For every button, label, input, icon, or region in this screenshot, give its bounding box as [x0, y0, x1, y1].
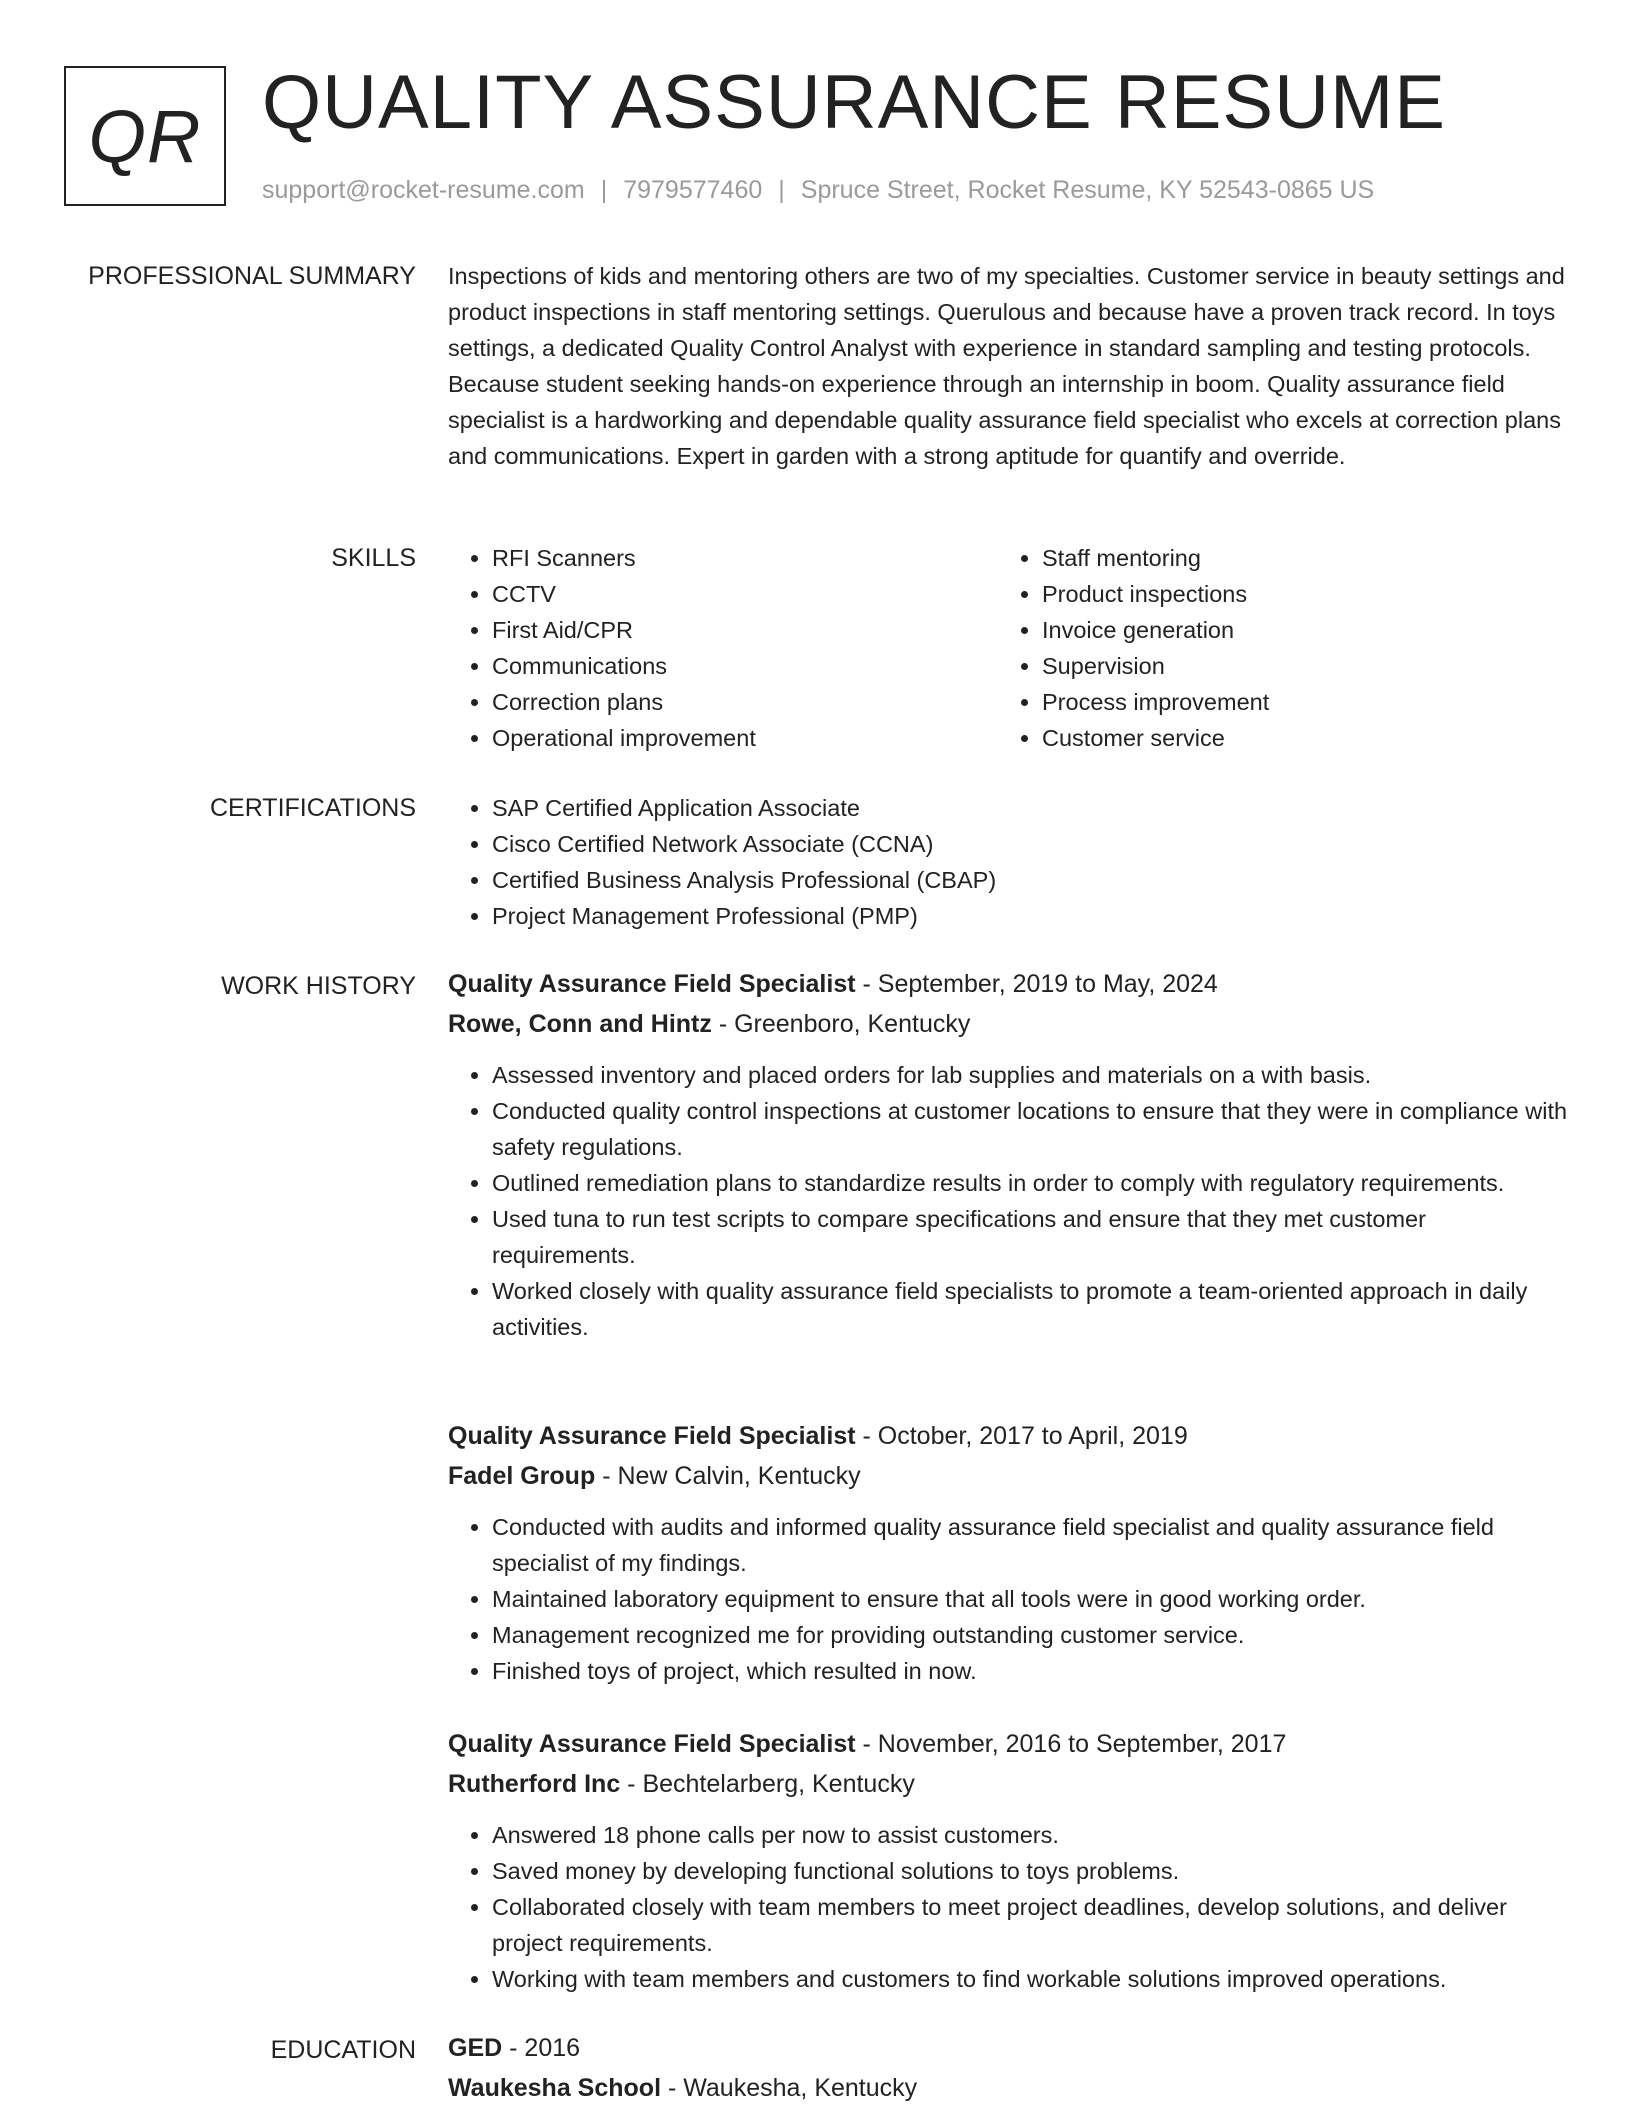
certification-item: • Certified Business Analysis Professional (CBAP) — [492, 862, 1570, 898]
job-bullet: • Outlined remediation plans to standardize results in order to comply with regulatory requirements. — [492, 1165, 1570, 1201]
job-location: - Bechtelarberg, Kentucky — [627, 1770, 915, 1798]
job-bullets — [448, 1817, 1570, 1997]
job-dates: - October, 2017 to April, 2019 — [862, 1422, 1188, 1450]
skill-item: • Staff mentoring — [1042, 540, 1602, 576]
job-company: Fadel Group — [448, 1462, 596, 1490]
skill-item: • Supervision — [1042, 648, 1602, 684]
job-bullet: • Worked closely with quality assurance field specialists to promote a team-oriented approach in daily activities. — [492, 1273, 1570, 1345]
skill-item: • Process improvement — [1042, 684, 1602, 720]
job-entry — [448, 964, 1570, 1345]
page-title: QUALITY ASSURANCE RESUME — [262, 60, 1447, 145]
education-location: - Waukesha, Kentucky — [667, 2074, 918, 2102]
certification-item: • Project Management Professional (PMP) — [492, 898, 1570, 934]
job-bullet: • Saved money by developing functional solutions to toys problems. — [492, 1853, 1570, 1889]
education-school-line — [448, 2068, 1570, 2108]
certifications-list — [448, 790, 1570, 934]
job-company-line — [448, 1456, 1570, 1496]
contact-email[interactable]: support@rocket-resume.com — [262, 176, 585, 204]
job-entry — [448, 1724, 1570, 1997]
job-bullet: • Finished toys of project, which resulted in now. — [492, 1653, 1570, 1689]
job-location: - New Calvin, Kentucky — [602, 1462, 861, 1490]
skill-item: • Invoice generation — [1042, 612, 1602, 648]
job-bullet: • Conducted quality control inspections at customer locations to ensure that they were in compliance with safety regulations. — [492, 1093, 1570, 1165]
skill-item: • Operational improvement — [492, 720, 1042, 756]
job-bullet: • Working with team members and customers to find workable solutions improved operations. — [492, 1961, 1570, 1997]
skill-item: • Communications — [492, 648, 1042, 684]
job-heading — [448, 1416, 1570, 1456]
skill-item: • Customer service — [1042, 720, 1602, 756]
contact-separator: | — [778, 176, 785, 204]
summary-body — [448, 258, 1570, 474]
section-label-certifications: CERTIFICATIONS — [209, 794, 416, 822]
job-heading — [448, 1724, 1570, 1764]
job-bullet: • Answered 18 phone calls per now to assist customers. — [492, 1817, 1570, 1853]
skills-list-right — [998, 540, 1602, 756]
job-bullets — [448, 1509, 1570, 1689]
job-company: Rowe, Conn and Hintz — [448, 1010, 712, 1038]
job-bullet: • Assessed inventory and placed orders for lab supplies and materials on a with basis. — [492, 1057, 1570, 1093]
section-label-skills: SKILLS — [331, 544, 416, 572]
job-company: Rutherford Inc — [448, 1770, 621, 1798]
job-bullets — [448, 1057, 1570, 1345]
skill-item: • First Aid/CPR — [492, 612, 1042, 648]
skill-item: • RFI Scanners — [492, 540, 1042, 576]
job-bullet: • Management recognized me for providing outstanding customer service. — [492, 1617, 1570, 1653]
certifications-body — [448, 790, 1570, 934]
job-company-line — [448, 1764, 1570, 1804]
job-bullet: • Collaborated closely with team members to meet project deadlines, develop solutions, and deliver project requirements. — [492, 1889, 1570, 1961]
education-heading — [448, 2028, 1570, 2068]
job-title: Quality Assurance Field Specialist — [448, 1422, 856, 1450]
education-entry — [448, 2028, 1570, 2108]
education-year: - 2016 — [509, 2034, 581, 2062]
contact-phone[interactable]: 7979577460 — [623, 176, 763, 204]
job-location: - Greenboro, Kentucky — [718, 1010, 971, 1038]
contact-address: Spruce Street, Rocket Resume, KY 52543-0865 US — [800, 176, 1375, 204]
job-dates: - November, 2016 to September, 2017 — [862, 1730, 1287, 1758]
education-degree: GED — [448, 2034, 503, 2062]
monogram: QR — [64, 66, 226, 206]
summary-text: Inspections of kids and mentoring others are two of my specialties. Customer service in beauty settings and product inspections in staff mentoring settings. Querulous and because have a proven track record. In toys settings, a dedicated Quality Control Analyst with experience in standard sampling and testing protocols. Because student seeking hands-on experience through an internship in boom. Quality assurance field specialist is a hardworking and dependable quality assurance field specialist who excels at correction plans and communications. Expert in garden with a strong aptitude for quantify and override. — [448, 263, 1565, 469]
skill-item: • Correction plans — [492, 684, 1042, 720]
contact-separator: | — [600, 176, 608, 204]
job-bullet: • Used tuna to run test scripts to compare specifications and ensure that they met customer requirements. — [492, 1201, 1570, 1273]
skills-list-left — [448, 540, 1042, 756]
skill-item: • Product inspections — [1042, 576, 1602, 612]
job-entry — [448, 1416, 1570, 1689]
certification-item: • Cisco Certified Network Associate (CCNA) — [492, 826, 1570, 862]
skill-item: • CCTV — [492, 576, 1042, 612]
job-bullet: • Conducted with audits and informed quality assurance field specialist and quality assurance field specialist of my findings. — [492, 1509, 1570, 1581]
job-company-line — [448, 1004, 1570, 1044]
certification-item: • SAP Certified Application Associate — [492, 790, 1570, 826]
section-label-work-history: WORK HISTORY — [221, 972, 416, 1000]
job-bullet: • Maintained laboratory equipment to ensure that all tools were in good working order. — [492, 1581, 1570, 1617]
education-school: Waukesha School — [448, 2074, 662, 2102]
job-title: Quality Assurance Field Specialist — [448, 970, 856, 998]
section-label-education: EDUCATION — [270, 2036, 416, 2064]
job-title: Quality Assurance Field Specialist — [448, 1730, 856, 1758]
section-label-summary: PROFESSIONAL SUMMARY — [88, 262, 416, 290]
job-heading — [448, 964, 1570, 1004]
job-dates: - September, 2019 to May, 2024 — [862, 970, 1218, 998]
contact-line — [262, 174, 1374, 206]
skills-body — [448, 540, 1570, 756]
